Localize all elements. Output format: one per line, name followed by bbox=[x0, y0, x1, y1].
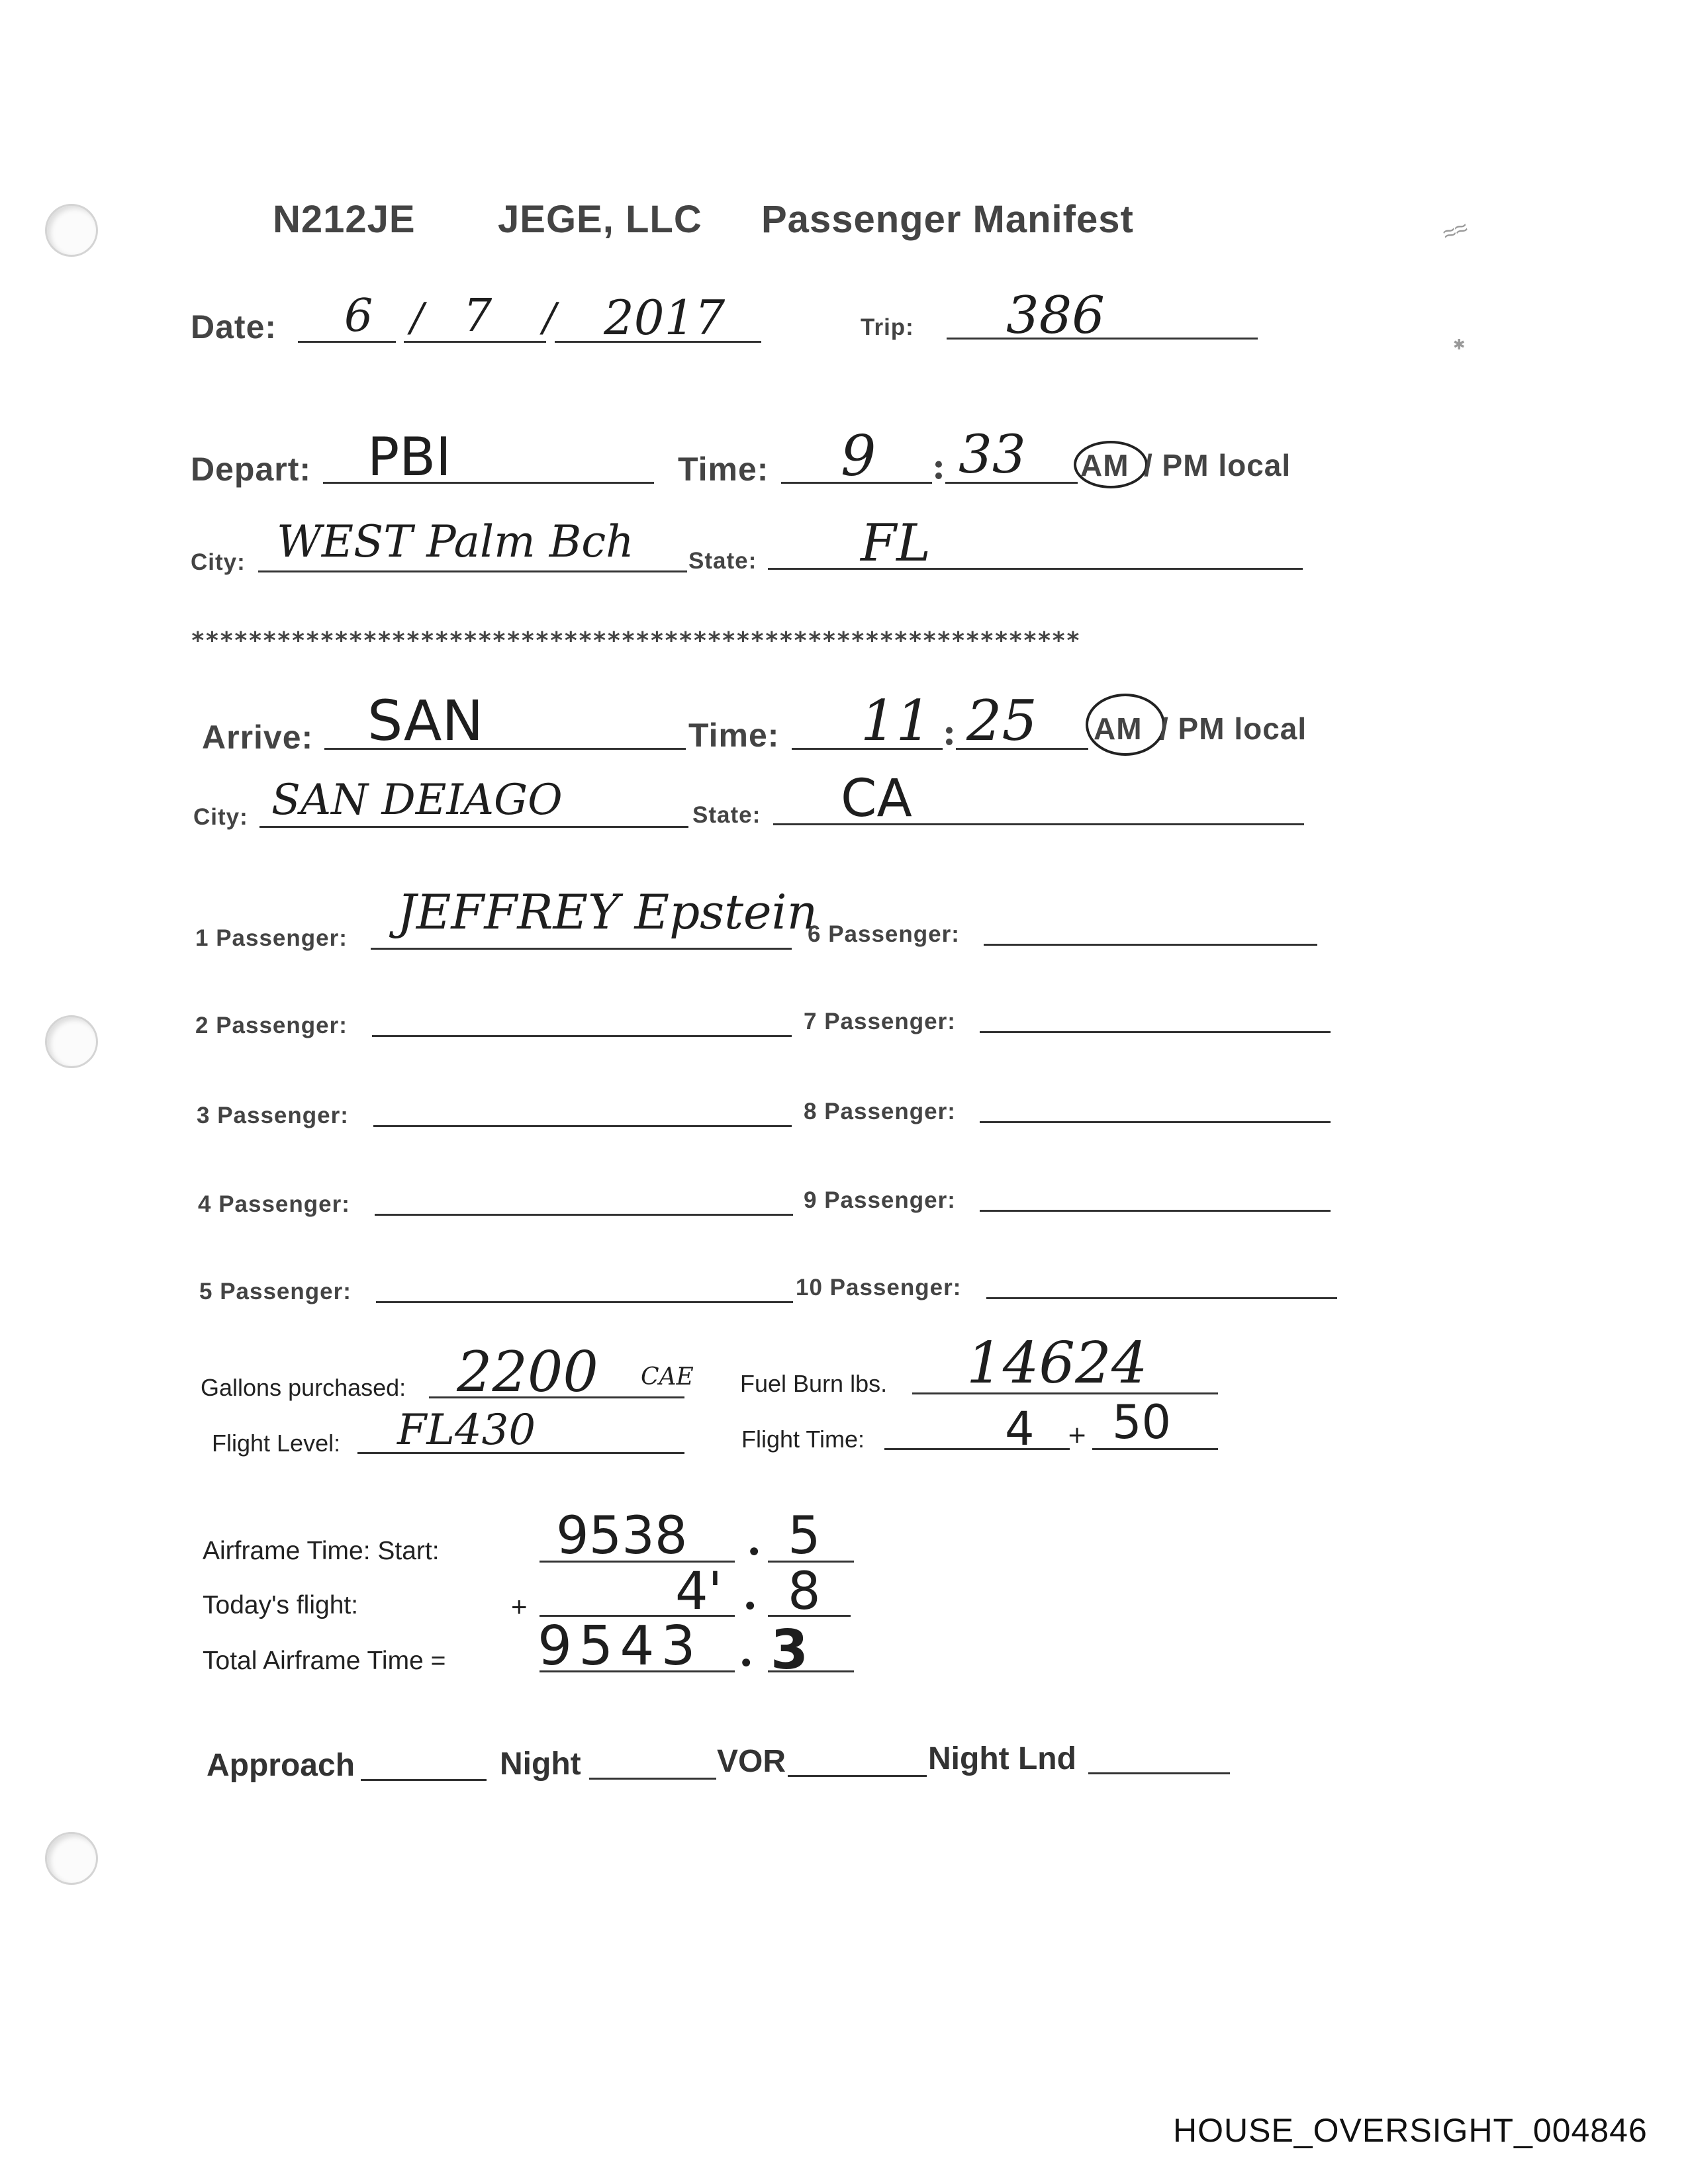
night-lnd-line bbox=[1088, 1772, 1230, 1774]
arrive-state: CA bbox=[841, 769, 912, 829]
passenger-5-label: 5 Passenger: bbox=[199, 1279, 352, 1304]
arrive-colon: : bbox=[943, 711, 956, 753]
passenger-9-line bbox=[980, 1210, 1331, 1212]
gallons-purchased-label: Gallons purchased: bbox=[201, 1374, 406, 1401]
total-airframe-label: Total Airframe Time = bbox=[203, 1647, 446, 1675]
airframe-start-tenth: 5 bbox=[788, 1506, 821, 1566]
passenger-5-line bbox=[376, 1301, 793, 1303]
passenger-6-line bbox=[984, 944, 1317, 946]
depart-label: Depart: bbox=[191, 451, 312, 488]
binder-hole-middle bbox=[45, 1015, 98, 1068]
passenger-3-line bbox=[373, 1125, 792, 1127]
passenger-1-label: 1 Passenger: bbox=[195, 925, 348, 951]
passenger-8-line bbox=[980, 1121, 1331, 1123]
night-label: Night bbox=[500, 1747, 581, 1782]
flight-time-plus: + bbox=[1067, 1422, 1088, 1449]
approach-label: Approach bbox=[207, 1748, 355, 1783]
todays-flight-plus: + bbox=[511, 1591, 528, 1622]
arrive-airport: SAN bbox=[367, 688, 484, 753]
depart-minute: 33 bbox=[959, 424, 1026, 485]
depart-pm-local: / PM local bbox=[1144, 448, 1291, 482]
bates-number: HOUSE_OVERSIGHT_004846 bbox=[1173, 2112, 1648, 2149]
date-separator-2: / bbox=[543, 295, 557, 341]
passenger-1-line bbox=[371, 948, 792, 950]
passenger-6-label: 6 Passenger: bbox=[808, 921, 960, 947]
arrive-label: Arrive: bbox=[202, 719, 314, 756]
approach-line bbox=[361, 1779, 487, 1781]
total-airframe-whole: 9543 bbox=[538, 1615, 702, 1678]
gallons-purchased-value: 2200 bbox=[457, 1340, 598, 1404]
fuel-burn-label: Fuel Burn lbs. bbox=[740, 1370, 888, 1397]
depart-state-label: State: bbox=[688, 548, 757, 574]
arrive-city-label: City: bbox=[193, 804, 248, 830]
passenger-10-label: 10 Passenger: bbox=[796, 1275, 962, 1300]
arrive-am: AM bbox=[1094, 711, 1143, 746]
section-divider: ************************************************************** bbox=[191, 627, 1080, 655]
todays-flight-tenth: 8 bbox=[788, 1562, 821, 1621]
date-year: 2017 bbox=[604, 290, 726, 345]
todays-flight-dot: . bbox=[743, 1570, 758, 1619]
flight-time-minutes: 50 bbox=[1112, 1395, 1172, 1449]
airframe-start-whole: 9538 bbox=[556, 1506, 688, 1566]
depart-city-line bbox=[258, 570, 687, 572]
airframe-start-dot: . bbox=[747, 1516, 762, 1565]
depart-airport: PBI bbox=[367, 426, 451, 488]
gallons-purchased-note: CAE bbox=[641, 1363, 694, 1390]
passenger-9-label: 9 Passenger: bbox=[804, 1187, 956, 1213]
trip-value: 386 bbox=[1006, 286, 1105, 345]
total-airframe-dot: . bbox=[739, 1627, 754, 1676]
flight-level-value: FL430 bbox=[397, 1406, 536, 1455]
passenger-7-line bbox=[980, 1031, 1331, 1033]
passenger-8-label: 8 Passenger: bbox=[804, 1099, 956, 1124]
passenger-1-name: JEFFREY Epstein bbox=[397, 884, 818, 940]
flight-level-label: Flight Level: bbox=[212, 1430, 341, 1457]
arrive-city-line bbox=[259, 826, 688, 828]
night-line bbox=[589, 1778, 716, 1780]
passenger-4-label: 4 Passenger: bbox=[198, 1191, 350, 1217]
binder-hole-top bbox=[45, 204, 98, 257]
flight-time-hours: 4 bbox=[1005, 1402, 1035, 1456]
todays-flight-label: Today's flight: bbox=[203, 1591, 359, 1619]
date-label: Date: bbox=[191, 308, 277, 345]
total-airframe-tenth: 3 bbox=[771, 1619, 809, 1682]
passenger-2-line bbox=[372, 1035, 792, 1037]
arrive-time-label: Time: bbox=[688, 717, 780, 754]
arrive-hour: 11 bbox=[861, 688, 931, 753]
depart-city-label: City: bbox=[191, 549, 246, 575]
depart-am: AM bbox=[1080, 448, 1129, 482]
passenger-4-line bbox=[375, 1214, 793, 1216]
arrive-state-label: State: bbox=[692, 802, 761, 828]
vor-line bbox=[788, 1775, 927, 1777]
date-separator-1: / bbox=[410, 295, 424, 341]
depart-colon: : bbox=[932, 445, 945, 487]
scan-speck: ✱ bbox=[1453, 336, 1466, 353]
binder-hole-bottom bbox=[45, 1832, 98, 1885]
scan-smudge: ≈≈ bbox=[1439, 214, 1472, 248]
passenger-7-label: 7 Passenger: bbox=[804, 1009, 956, 1034]
depart-city: WEST Palm Bch bbox=[277, 516, 634, 567]
tail-number: N212JE bbox=[273, 198, 416, 241]
passenger-3-label: 3 Passenger: bbox=[197, 1103, 349, 1128]
arrive-city: SAN DEIAGO bbox=[271, 776, 563, 825]
flight-time-hours-line bbox=[884, 1448, 1070, 1450]
todays-flight-whole: 4' bbox=[675, 1562, 723, 1621]
vor-label: VOR bbox=[717, 1744, 786, 1779]
passenger-10-line bbox=[986, 1297, 1337, 1299]
arrive-pm-local: / PM local bbox=[1160, 711, 1307, 746]
depart-state-line bbox=[768, 568, 1303, 570]
depart-time-label: Time: bbox=[678, 451, 769, 488]
date-month: 6 bbox=[344, 290, 373, 342]
night-lnd-label: Night Lnd bbox=[928, 1741, 1076, 1776]
passenger-2-label: 2 Passenger: bbox=[195, 1013, 348, 1038]
depart-hour: 9 bbox=[841, 424, 876, 488]
trip-label: Trip: bbox=[861, 314, 914, 340]
company-name: JEGE, LLC bbox=[498, 198, 702, 241]
airframe-start-label: Airframe Time: Start: bbox=[203, 1537, 440, 1565]
fuel-burn-value: 14624 bbox=[966, 1330, 1148, 1396]
depart-state: FL bbox=[861, 514, 931, 573]
date-day: 7 bbox=[463, 290, 492, 342]
flight-time-label: Flight Time: bbox=[741, 1426, 865, 1453]
arrive-minute: 25 bbox=[966, 688, 1037, 753]
page-title: Passenger Manifest bbox=[761, 198, 1134, 241]
